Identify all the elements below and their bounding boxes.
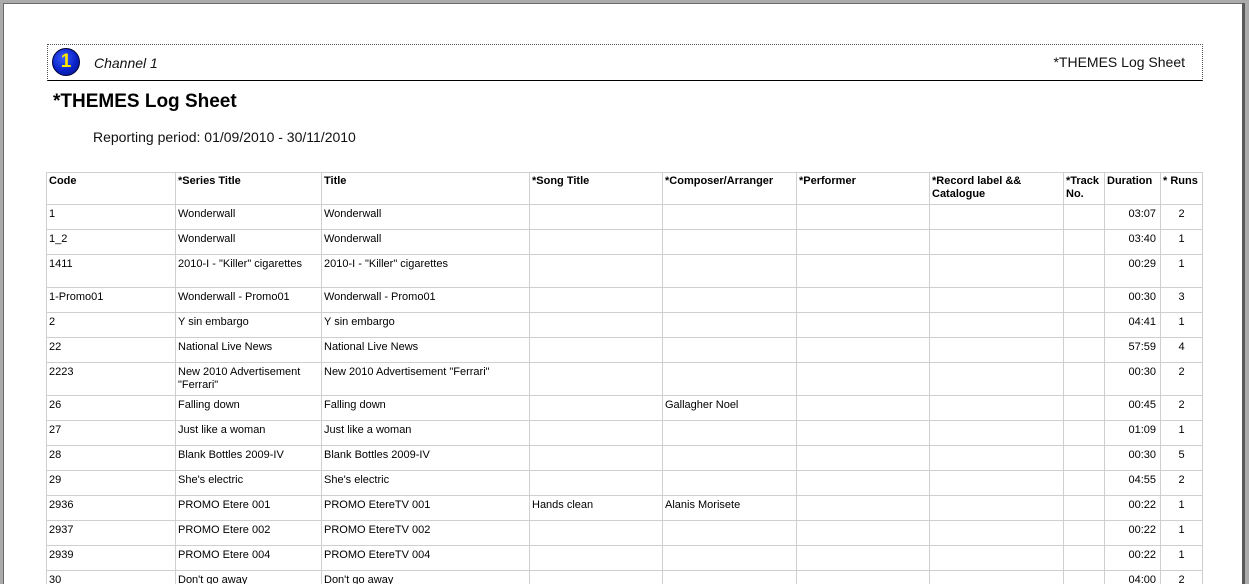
cell-duration: 04:55 [1105,471,1161,496]
cell-series-title: Don't go away [176,571,322,584]
cell-code: 28 [47,446,176,471]
cell-performer [797,396,930,421]
cell-title: Wonderwall [322,205,530,230]
cell-track-no [1064,230,1105,255]
cell-title: PROMO EtereTV 001 [322,496,530,521]
table-row[interactable] [47,571,1203,584]
cell-title: Just like a woman [322,421,530,446]
cell-runs: 1 [1161,421,1203,446]
cell-title: PROMO EtereTV 004 [322,546,530,571]
cell-duration: 04:41 [1105,313,1161,338]
reporting-period-label: Reporting period: [93,129,200,145]
cell-track-no [1064,546,1105,571]
cell-performer [797,471,930,496]
cell-title: National Live News [322,338,530,363]
table-row[interactable] [47,496,1203,521]
cell-track-no [1064,255,1105,288]
column-header-duration[interactable]: Duration [1105,173,1161,205]
cell-record-label [930,288,1064,313]
cell-code: 30 [47,571,176,584]
cell-song-title [530,521,663,546]
page-header [47,44,1203,81]
cell-duration: 00:30 [1105,446,1161,471]
table-header-row [47,173,1203,205]
cell-composer [663,521,797,546]
column-header-track-no[interactable]: *Track No. [1064,173,1105,205]
cell-song-title [530,396,663,421]
cell-title: Don't go away [322,571,530,584]
cell-runs: 2 [1161,396,1203,421]
cell-title: Y sin embargo [322,313,530,338]
cell-title: Wonderwall [322,230,530,255]
cell-track-no [1064,288,1105,313]
cell-song-title [530,313,663,338]
cell-track-no [1064,496,1105,521]
cell-series-title: Falling down [176,396,322,421]
cell-duration: 03:07 [1105,205,1161,230]
cell-composer [663,571,797,584]
cell-song-title [530,288,663,313]
cell-code: 2936 [47,496,176,521]
cell-title: 2010-I - "Killer" cigarettes [322,255,530,288]
cell-runs: 1 [1161,521,1203,546]
cell-song-title [530,230,663,255]
cell-track-no [1064,338,1105,363]
cell-code: 2937 [47,521,176,546]
cell-composer [663,288,797,313]
cell-record-label [930,230,1064,255]
cell-duration: 01:09 [1105,421,1161,446]
cell-track-no [1064,446,1105,471]
cell-performer [797,446,930,471]
cell-series-title: She's electric [176,471,322,496]
column-header-code[interactable]: Code [47,173,176,205]
cell-performer [797,338,930,363]
cell-track-no [1064,396,1105,421]
cell-code: 22 [47,338,176,363]
channel-number-badge: 1 [52,48,80,76]
log-table-container [46,172,1203,584]
cell-series-title: PROMO Etere 002 [176,521,322,546]
cell-track-no [1064,313,1105,338]
cell-runs: 2 [1161,205,1203,230]
cell-record-label [930,363,1064,396]
cell-composer [663,230,797,255]
cell-performer [797,363,930,396]
cell-series-title: Wonderwall [176,205,322,230]
cell-duration: 00:29 [1105,255,1161,288]
cell-series-title: PROMO Etere 004 [176,546,322,571]
cell-duration: 00:30 [1105,288,1161,313]
cell-composer [663,205,797,230]
cell-performer [797,421,930,446]
cell-composer [663,255,797,288]
cell-composer [663,546,797,571]
cell-series-title: PROMO Etere 001 [176,496,322,521]
cell-song-title [530,446,663,471]
cell-composer [663,313,797,338]
cell-title: She's electric [322,471,530,496]
cell-composer [663,363,797,396]
table-body [47,205,1203,584]
table-row[interactable] [47,396,1203,421]
cell-code: 1-Promo01 [47,288,176,313]
cell-song-title [530,471,663,496]
column-header-composer[interactable]: *Composer/Arranger [663,173,797,205]
cell-performer [797,496,930,521]
cell-record-label [930,396,1064,421]
cell-record-label [930,313,1064,338]
table-row[interactable] [47,230,1203,255]
cell-record-label [930,338,1064,363]
cell-record-label [930,521,1064,546]
cell-song-title [530,571,663,584]
cell-composer [663,446,797,471]
cell-composer [663,421,797,446]
table-row[interactable] [47,363,1203,396]
table-row[interactable] [47,521,1203,546]
cell-performer [797,521,930,546]
cell-song-title [530,338,663,363]
table-row[interactable] [47,288,1203,313]
cell-performer [797,571,930,584]
cell-duration: 00:22 [1105,546,1161,571]
cell-series-title: National Live News [176,338,322,363]
cell-series-title: 2010-I - "Killer" cigarettes [176,255,322,288]
cell-song-title [530,421,663,446]
header-report-name: *THEMES Log Sheet [1053,54,1185,70]
table-row[interactable] [47,205,1203,230]
cell-song-title [530,255,663,288]
table-row[interactable] [47,546,1203,571]
cell-runs: 2 [1161,571,1203,584]
cell-track-no [1064,205,1105,230]
table-row[interactable] [47,313,1203,338]
cell-runs: 1 [1161,230,1203,255]
cell-code: 1411 [47,255,176,288]
channel-name: Channel 1 [94,55,158,71]
cell-record-label [930,571,1064,584]
cell-duration: 00:22 [1105,496,1161,521]
document-title: *THEMES Log Sheet [53,91,237,113]
cell-song-title [530,546,663,571]
cell-runs: 1 [1161,313,1203,338]
table-row[interactable] [47,471,1203,496]
table-row[interactable] [47,338,1203,363]
column-header-title[interactable]: Title [322,173,530,205]
report-page [3,3,1242,584]
table-row[interactable] [47,255,1203,288]
cell-composer: Alanis Morisete [663,496,797,521]
cell-duration: 57:59 [1105,338,1161,363]
cell-runs: 1 [1161,496,1203,521]
cell-track-no [1064,471,1105,496]
cell-title: PROMO EtereTV 002 [322,521,530,546]
table-row[interactable] [47,446,1203,471]
cell-runs: 1 [1161,255,1203,288]
cell-performer [797,255,930,288]
column-header-performer[interactable]: *Performer [797,173,930,205]
cell-title: New 2010 Advertisement "Ferrari" [322,363,530,396]
cell-track-no [1064,421,1105,446]
cell-song-title [530,205,663,230]
cell-series-title: Wonderwall [176,230,322,255]
cell-code: 2939 [47,546,176,571]
column-header-song-title[interactable]: *Song Title [530,173,663,205]
cell-code: 2 [47,313,176,338]
cell-duration: 00:45 [1105,396,1161,421]
cell-runs: 5 [1161,446,1203,471]
cell-record-label [930,546,1064,571]
cell-duration: 00:30 [1105,363,1161,396]
cell-series-title: Just like a woman [176,421,322,446]
cell-record-label [930,496,1064,521]
log-table [46,172,1203,584]
cell-code: 27 [47,421,176,446]
cell-track-no [1064,521,1105,546]
cell-track-no [1064,571,1105,584]
cell-series-title: New 2010 Advertisement "Ferrari" [176,363,322,396]
column-header-record-label[interactable]: *Record label && Catalogue [930,173,1064,205]
cell-runs: 3 [1161,288,1203,313]
cell-title: Wonderwall - Promo01 [322,288,530,313]
cell-record-label [930,446,1064,471]
cell-code: 29 [47,471,176,496]
cell-runs: 2 [1161,471,1203,496]
reporting-period [93,129,356,145]
cell-performer [797,230,930,255]
cell-record-label [930,255,1064,288]
cell-performer [797,205,930,230]
cell-song-title [530,363,663,396]
cell-code: 1_2 [47,230,176,255]
cell-record-label [930,471,1064,496]
cell-duration: 00:22 [1105,521,1161,546]
cell-track-no [1064,363,1105,396]
cell-series-title: Y sin embargo [176,313,322,338]
cell-duration: 03:40 [1105,230,1161,255]
cell-duration: 04:00 [1105,571,1161,584]
table-row[interactable] [47,421,1203,446]
cell-record-label [930,205,1064,230]
cell-composer [663,471,797,496]
cell-title: Falling down [322,396,530,421]
column-header-runs[interactable]: * Runs [1161,173,1203,205]
cell-series-title: Wonderwall - Promo01 [176,288,322,313]
cell-title: Blank Bottles 2009-IV [322,446,530,471]
cell-performer [797,313,930,338]
cell-song-title: Hands clean [530,496,663,521]
cell-performer [797,546,930,571]
cell-runs: 4 [1161,338,1203,363]
cell-code: 2223 [47,363,176,396]
cell-code: 1 [47,205,176,230]
cell-series-title: Blank Bottles 2009-IV [176,446,322,471]
cell-runs: 1 [1161,546,1203,571]
column-header-series-title[interactable]: *Series Title [176,173,322,205]
cell-runs: 2 [1161,363,1203,396]
cell-record-label [930,421,1064,446]
cell-performer [797,288,930,313]
cell-composer [663,338,797,363]
reporting-period-value: 01/09/2010 - 30/11/2010 [204,129,356,145]
cell-code: 26 [47,396,176,421]
cell-composer: Gallagher Noel [663,396,797,421]
